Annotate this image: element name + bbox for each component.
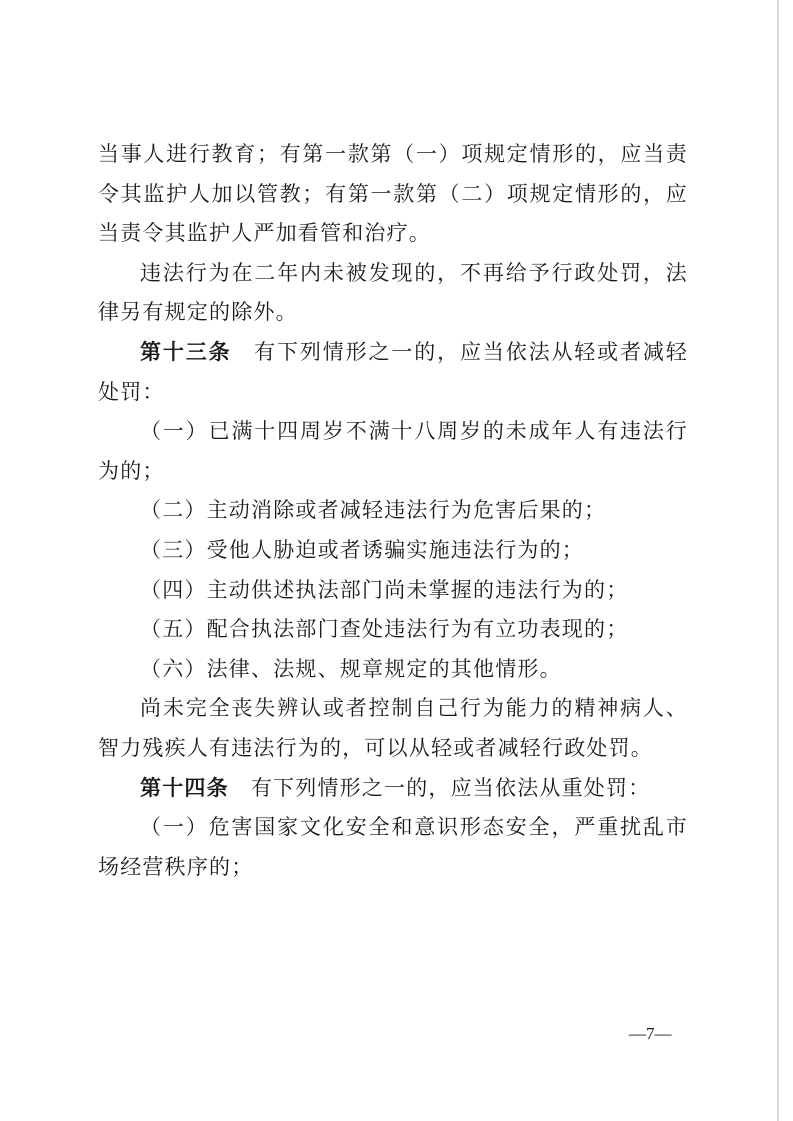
list-item-text: （二）主动消除或者减轻违法行为危害后果的； <box>140 498 607 523</box>
paragraph-text: 当事人进行教育；有第一款第（一）项规定情形的，应当责令其监护人加以管教；有第一款第（二）项规定情形的，应当责令其监护人严加看管和治疗。 <box>98 142 688 246</box>
list-item <box>98 610 688 650</box>
list-item <box>98 531 688 571</box>
list-item <box>98 808 688 887</box>
article-text: 有下列情形之一的，应当依法从重处罚： <box>250 775 651 800</box>
list-item-text: （一）已满十四周岁不满十八周岁的未成年人有违法行为的； <box>98 419 688 483</box>
paragraph-text: 尚未完全丧失辨认或者控制自己行为能力的精神病人、智力残疾人有违法行为的，可以从轻或者减轻行政处罚。 <box>98 696 688 760</box>
page-number: —7— <box>629 1024 672 1043</box>
article-text: 有下列情形之一的，应当依法从轻或者减轻处罚： <box>98 339 688 404</box>
list-item-text: （四）主动供述执法部门尚未掌握的违法行为的； <box>140 577 629 602</box>
article-heading: 第十三条 <box>140 339 232 364</box>
article-heading: 第十四条 <box>140 775 229 800</box>
paragraph-statute-of-limitations <box>98 254 688 333</box>
article-14 <box>98 769 688 809</box>
list-item-text: （五）配合执法部门查处违法行为有立功表现的； <box>140 617 629 642</box>
list-item-text: （六）法律、法规、规章规定的其他情形。 <box>140 656 562 681</box>
paragraph-mental-illness <box>98 689 688 768</box>
paragraph-continuation <box>98 135 688 254</box>
list-item-text: （三）受他人胁迫或者诱骗实施违法行为的； <box>140 537 584 562</box>
article-13 <box>98 333 688 412</box>
list-item <box>98 412 688 491</box>
list-item <box>98 491 688 531</box>
list-item-text: （一）危害国家文化安全和意识形态安全，严重扰乱市场经营秩序的； <box>98 815 688 879</box>
list-item <box>98 650 688 690</box>
page-edge-line <box>777 0 779 1121</box>
paragraph-text: 违法行为在二年内未被发现的，不再给予行政处罚，法律另有规定的除外。 <box>98 260 688 325</box>
list-item <box>98 571 688 611</box>
document-body <box>98 135 688 887</box>
